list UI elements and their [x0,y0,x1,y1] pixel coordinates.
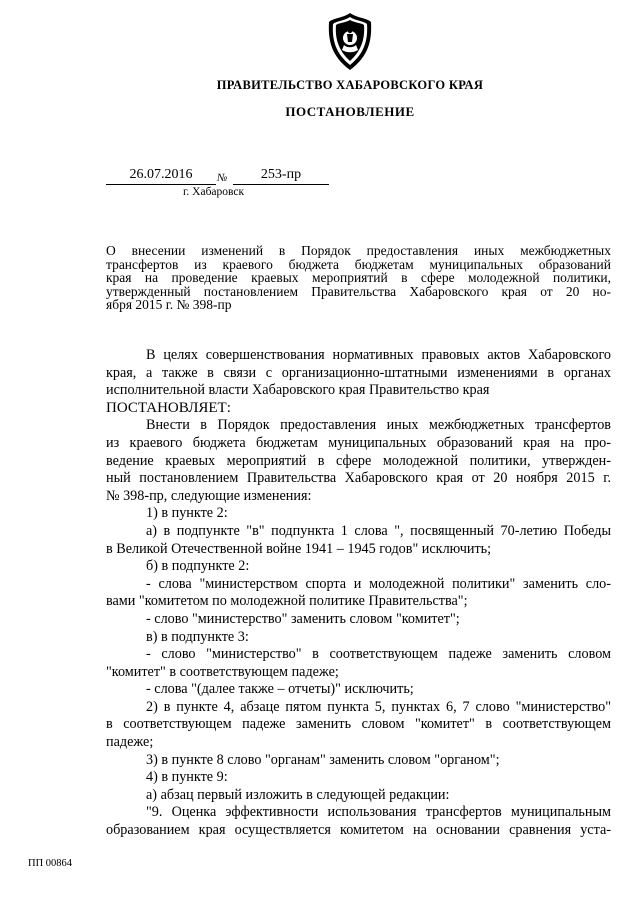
body-line: 2) в пункте 4, абзаце пятом пункта 5, пунктах 6, 7 слово "министерство" [146,698,611,715]
body-line: вами "комитетом по молодежной политике Правительства"; [106,593,468,610]
body-line: - слова "(далее также – отчеты)" исключить; [146,681,414,698]
body-line: ный постановлением Правительства Хабаровского края от 20 ноября 2015 г. [106,470,611,487]
body-line: края, а также в связи с организационно-штатными изменениями в органах [106,364,611,381]
body-line: "9. Оценка эффективности использования трансфертов муниципальным [146,804,611,821]
body-line: - слова "министерством спорта и молодежной политики" заменить сло- [146,575,611,592]
title-line: ября 2015 г. № 398-пр [106,297,232,313]
body-line: № 398-пр, следующие изменения: [106,487,312,504]
title-line: края на проведение краевых мероприятий в сфере молодежной политики, [106,270,611,286]
body-line: в соответствующем падеже заменить словом "комитет" в соответствующем [106,716,611,733]
body-line: "комитет" в соответствующем падеже; [106,663,339,680]
body-line: - слово "министерство" в соответствующем падеже заменить словом [146,646,611,663]
document-title [106,244,611,312]
body-line: В целях совершенствования нормативных правовых актов Хабаровского [146,347,611,363]
body-line: 1) в пункте 2: [146,505,228,522]
body-line: 4) в пункте 9: [146,769,228,786]
body-line: 3) в пункте 8 слово "органам" заменить словом "органом"; [146,751,500,768]
coat-of-arms-icon [327,12,373,72]
document-date: 26.07.2016 [106,166,216,185]
body-line: ведение краевых мероприятий в сфере молодежной политики, утвержден- [106,452,611,469]
body-line: б) в подпункте 2: [146,558,250,575]
document-number: 253-пр [233,166,329,185]
body-line: из краевого бюджета бюджетам муниципальных образований края на про- [106,434,611,451]
body-line: ПОСТАНОВЛЯЕТ: [106,399,231,416]
body-line: а) в подпункте "в" подпункта 1 слова ", посвященный 70-летию Победы [146,522,611,539]
document-code: ПП 00864 [28,858,73,869]
body-line: - слово "министерство" заменить словом "комитет"; [146,610,460,627]
document-city: г. Хабаровск [183,186,245,198]
body-line: образованием края осуществляется комитетом на основании сравнения уста- [106,822,611,839]
document-type: ПОСТАНОВЛЕНИЕ [285,104,415,119]
title-line: О внесении изменений в Порядок предоставления иных межбюджетных [106,243,611,258]
body-line: падеже; [106,734,154,751]
body-line: а) абзац первый изложить в следующей редакции: [146,786,450,803]
body-line: Внести в Порядок предоставления иных межбюджетных трансфертов [146,417,611,434]
title-line: трансфертов из краевого бюджета бюджетам муниципальных образований [106,256,611,272]
number-sign: № [217,172,228,184]
body-line: в Великой Отечественной войне 1941 – 1945 годов" исключить; [106,540,492,557]
government-title: ПРАВИТЕЛЬСТВО ХАБАРОВСКОГО КРАЯ [216,78,484,92]
document-body [106,347,611,840]
body-line: в) в подпункте 3: [146,628,249,645]
title-line: утвержденный постановлением Правительства Хабаровского края от 20 но- [106,283,611,299]
body-line: исполнительной власти Хабаровского края Правительство края [106,382,490,399]
